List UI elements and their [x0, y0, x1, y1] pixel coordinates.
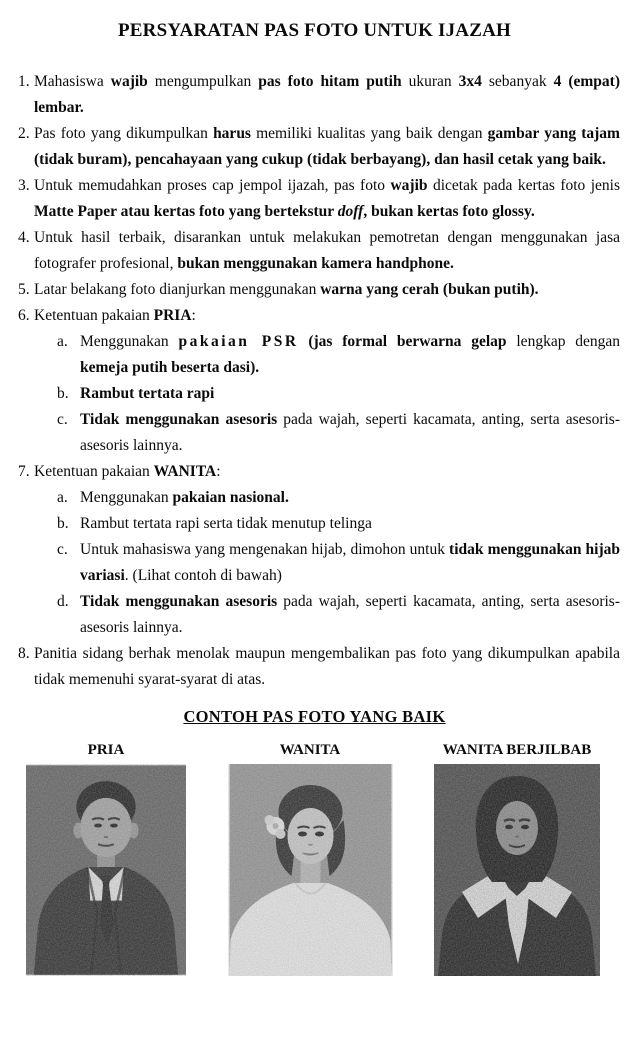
- item-marker: 5.: [18, 281, 30, 298]
- requirement-item-7: [0, 459, 629, 485]
- example-pria: [26, 742, 186, 976]
- wanita-grain-light: [229, 764, 391, 976]
- item-marker: 8.: [18, 645, 30, 662]
- item-marker: a.: [57, 489, 68, 506]
- requirement-item-6: [0, 303, 629, 329]
- requirement-subitem-7-d: [39, 589, 629, 641]
- requirement-item-8: [0, 641, 629, 693]
- examples-heading: CONTOH PAS FOTO YANG BAIK: [183, 707, 446, 726]
- document-title: PERSYARATAN PAS FOTO UNTUK IJAZAH: [118, 20, 511, 41]
- requirement-item-2: [0, 121, 629, 173]
- pria-photo: [26, 764, 186, 976]
- item-marker: 3.: [18, 177, 30, 194]
- requirements-list: [0, 69, 629, 693]
- example-wanita: [228, 742, 393, 976]
- item-marker: b.: [57, 515, 69, 532]
- example-wanita-berjilbab: [434, 742, 600, 976]
- item-marker: c.: [57, 541, 68, 558]
- item-marker: b.: [57, 385, 69, 402]
- item-marker: 6.: [18, 307, 30, 324]
- wanita-berjilbab-photo: [434, 764, 600, 976]
- item-text: Panitia sidang berhak menolak maupun mengembalikan pas foto yang dikumpulkan apabila tidak memenuhi syarat-syarat di atas.: [34, 645, 620, 688]
- requirement-subitem-7-a: [39, 485, 629, 511]
- item-text: Mahasiswa wajib mengumpulkan pas foto hitam putih ukuran 3x4 sebanyak 4 (empat) lembar.: [34, 73, 620, 116]
- item-marker: 7.: [18, 463, 30, 480]
- requirement-subitem-7-c: [39, 537, 629, 589]
- item-text: Untuk memudahkan proses cap jempol ijazah, pas foto wajib dicetak pada kertas foto jenis Matte Paper atau kertas foto yang bertekstur doff, bukan kertas foto glossy.: [34, 177, 621, 220]
- item-marker: d.: [57, 593, 69, 610]
- item-text: Menggunakan pakaian nasional.: [80, 489, 289, 506]
- item-text: Untuk hasil terbaik, disarankan untuk melakukan pemotretan dengan menggunakan jasa fotografer profesional, bukan menggunakan kamera handphone.: [34, 229, 620, 272]
- item-text: Untuk mahasiswa yang mengenakan hijab, dimohon untuk tidak menggunakan hijab variasi. (Lihat contoh di bawah): [80, 541, 620, 584]
- photo-label-pria: PRIA: [87, 742, 125, 758]
- item-text: Rambut tertata rapi: [80, 385, 215, 402]
- item-marker: a.: [57, 333, 68, 350]
- item-text: Rambut tertata rapi serta tidak menutup telinga: [80, 515, 372, 532]
- item-marker: 2.: [18, 125, 30, 142]
- requirement-item-5: [0, 277, 629, 303]
- requirement-subitem-6-b: [39, 381, 629, 407]
- pria-grain-light: [26, 765, 186, 974]
- item-marker: c.: [57, 411, 68, 428]
- requirement-subitem-7-b: [39, 511, 629, 537]
- requirement-item-3: [0, 173, 629, 225]
- berjilbab-grain-light: [434, 764, 600, 976]
- requirement-item-4: [0, 225, 629, 277]
- item-marker: 1.: [18, 73, 30, 90]
- example-photos-row: [0, 742, 629, 976]
- item-text: Latar belakang foto dianjurkan menggunakan warna yang cerah (bukan putih).: [34, 281, 539, 298]
- item-text: Tidak menggunakan asesoris pada wajah, seperti kacamata, anting, serta asesoris-asesoris lainnya.: [80, 411, 620, 454]
- item-text: Tidak menggunakan asesoris pada wajah, seperti kacamata, anting, serta asesoris-asesoris lainnya.: [80, 593, 620, 636]
- requirement-item-1: [0, 69, 629, 121]
- requirement-subitem-6-a: [39, 329, 629, 381]
- item-text: Ketentuan pakaian PRIA:: [34, 307, 196, 324]
- requirement-subitem-6-c: [39, 407, 629, 459]
- item-marker: 4.: [18, 229, 30, 246]
- item-text: Ketentuan pakaian WANITA:: [34, 463, 221, 480]
- item-text: Pas foto yang dikumpulkan harus memiliki kualitas yang baik dengan gambar yang tajam (tidak buram), pencahayaan yang cukup (tidak berbayang), dan hasil cetak yang baik.: [34, 125, 620, 168]
- photo-label-wanita: WANITA: [279, 742, 341, 758]
- item-text: Menggunakan pakaian PSR (jas formal berwarna gelap lengkap dengan kemeja putih beserta dasi).: [80, 333, 621, 376]
- wanita-photo: [228, 764, 393, 976]
- photo-label-wanita-berjilbab: WANITA BERJILBAB: [442, 742, 592, 758]
